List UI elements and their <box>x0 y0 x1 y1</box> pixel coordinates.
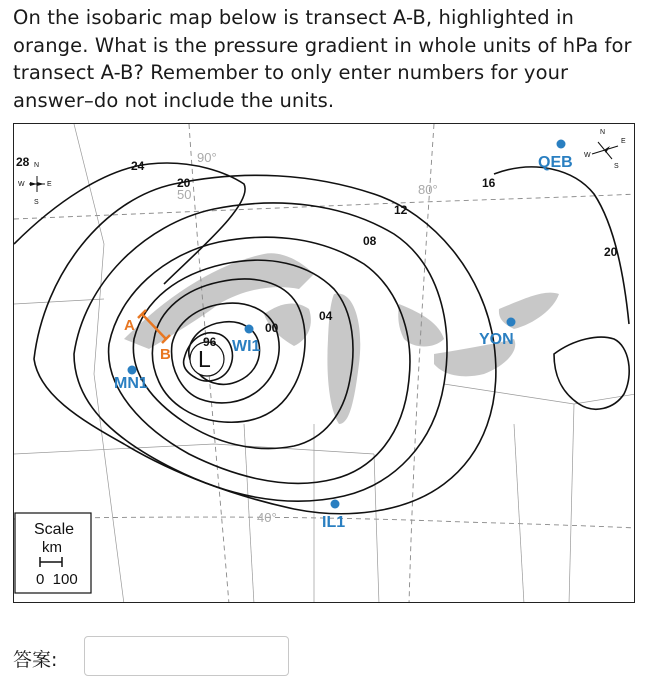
isobars <box>14 163 629 514</box>
answer-row <box>13 636 57 680</box>
compass-n-left: N <box>34 162 40 169</box>
compass-w-right: W <box>584 152 591 159</box>
scale-box <box>15 513 91 593</box>
station-yon-dot <box>507 318 516 327</box>
station-qeb-dot <box>557 140 566 149</box>
station-mn1-dot <box>128 366 137 375</box>
station-il1-label: IL1 <box>322 514 346 531</box>
transect-label-a: A <box>124 317 135 334</box>
scale-title: Scale <box>34 521 75 538</box>
latitude-label-50: 50 <box>177 187 192 202</box>
isobar-label-00: 00 <box>265 321 279 335</box>
station-il1-dot <box>331 500 340 509</box>
compass-e-right: E <box>621 138 626 145</box>
compass-w-left: W <box>18 181 25 188</box>
isobar-label-20-east: 20 <box>604 245 618 259</box>
station-wi1-dot <box>245 325 254 334</box>
answer-label: 答案: <box>13 648 58 671</box>
compass-s-left: S <box>34 199 39 206</box>
station-yon-label: YON <box>479 331 514 348</box>
isobar-label-28: 28 <box>16 155 30 169</box>
question-text: On the isobaric map below is transect A-B, highlighted in orange. What is the pressure gradient in whole units of hPa for transect A-B? Remember to only enter numbers for your answer–do not include the units. <box>13 6 632 112</box>
isobar-label-16: 16 <box>482 176 496 190</box>
longitude-label-90: 90° <box>197 150 217 165</box>
isobar-label-24: 24 <box>131 159 145 173</box>
compass-n-right: N <box>600 129 606 136</box>
station-mn1-label: MN1 <box>114 375 148 392</box>
latitude-label-40: 40° <box>257 510 277 525</box>
station-wi1-label: WI1 <box>232 338 261 355</box>
compass-rose-right <box>584 129 626 170</box>
isobar-label-96: 96 <box>203 335 217 349</box>
isobaric-map <box>13 123 635 603</box>
station-qeb-label: QEB <box>538 154 573 171</box>
state-borders <box>14 124 635 603</box>
longitude-label-80: 80° <box>418 182 438 197</box>
compass-e-left: E <box>47 181 52 188</box>
isobar-label-12: 12 <box>394 203 408 217</box>
compass-s-right: S <box>614 163 619 170</box>
isobar-label-20: 20 <box>177 176 191 190</box>
scale-unit: km <box>42 539 62 556</box>
low-pressure-symbol: L <box>198 346 211 372</box>
transect-label-b: B <box>160 346 171 363</box>
answer-input[interactable] <box>84 636 289 676</box>
isobar-label-04: 04 <box>319 309 333 323</box>
scale-ticks: 0 100 <box>36 571 78 588</box>
isobar-label-08: 08 <box>363 234 377 248</box>
graticule-lines <box>14 124 635 603</box>
